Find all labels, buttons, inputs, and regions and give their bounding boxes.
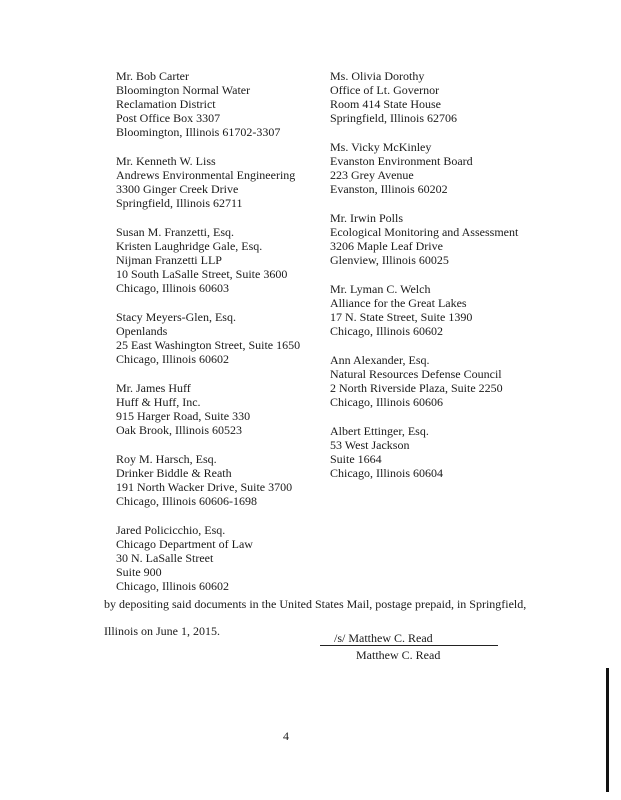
address-line: 2 North Riverside Plaza, Suite 2250 — [330, 381, 503, 395]
address-line: Kristen Laughridge Gale, Esq. — [116, 239, 263, 253]
address-line: 915 Harger Road, Suite 330 — [116, 409, 251, 423]
address-line: Albert Ettinger, Esq. — [330, 424, 429, 438]
scan-edge-mark — [606, 668, 609, 792]
address-line: Andrews Environmental Engineering — [116, 168, 296, 182]
address-line: Bloomington, Illinois 61702-3307 — [116, 125, 281, 139]
address-block — [116, 154, 316, 210]
address-line: Stacy Meyers-Glen, Esq. — [116, 310, 236, 324]
address-line: Chicago Department of Law — [116, 537, 253, 551]
address-block — [116, 225, 316, 295]
address-line: Room 414 State House — [330, 97, 441, 111]
address-line: Ms. Vicky McKinley — [330, 140, 432, 154]
address-line: Ann Alexander, Esq. — [330, 353, 430, 367]
address-line: Chicago, Illinois 60603 — [116, 281, 229, 295]
address-block — [116, 452, 316, 508]
address-line: 3300 Ginger Creek Drive — [116, 182, 239, 196]
address-block — [116, 69, 316, 139]
address-line: Glenview, Illinois 60025 — [330, 253, 449, 267]
address-line: Springfield, Illinois 62711 — [116, 196, 243, 210]
address-block — [116, 523, 316, 593]
address-block — [330, 282, 560, 338]
address-line: Chicago, Illinois 60606 — [330, 395, 443, 409]
electronic-signature: /s/ Matthew C. Read — [334, 631, 433, 645]
address-line: Post Office Box 3307 — [116, 111, 221, 125]
address-line: 10 South LaSalle Street, Suite 3600 — [116, 267, 288, 281]
address-line: Bloomington Normal Water — [116, 83, 251, 97]
address-line: Suite 1664 — [330, 452, 382, 466]
address-block — [116, 310, 316, 366]
address-line: Alliance for the Great Lakes — [330, 296, 467, 310]
address-line: Chicago, Illinois 60606-1698 — [116, 494, 257, 508]
address-line: Mr. Kenneth W. Liss — [116, 154, 216, 168]
address-line: Oak Brook, Illinois 60523 — [116, 423, 242, 437]
address-line: Mr. Bob Carter — [116, 69, 189, 83]
address-line: 191 North Wacker Drive, Suite 3700 — [116, 480, 293, 494]
address-line: Springfield, Illinois 62706 — [330, 111, 457, 125]
address-line: 30 N. LaSalle Street — [116, 551, 214, 565]
address-line: Chicago, Illinois 60602 — [116, 352, 229, 366]
address-block — [330, 424, 560, 480]
address-line: Susan M. Franzetti, Esq. — [116, 225, 234, 239]
address-block — [330, 353, 560, 409]
address-line: Chicago, Illinois 60602 — [116, 579, 229, 593]
closing-line-2: Illinois on June 1, 2015. — [104, 624, 220, 638]
address-line: 25 East Washington Street, Suite 1650 — [116, 338, 301, 352]
address-line: Natural Resources Defense Council — [330, 367, 502, 381]
address-line: 53 West Jackson — [330, 438, 410, 452]
address-line: Ms. Olivia Dorothy — [330, 69, 425, 83]
address-line: Suite 900 — [116, 565, 162, 579]
address-line: Huff & Huff, Inc. — [116, 395, 201, 409]
address-line: Mr. Lyman C. Welch — [330, 282, 431, 296]
right-address-column — [330, 69, 560, 495]
address-block — [116, 381, 316, 437]
address-line: 223 Grey Avenue — [330, 168, 414, 182]
address-block — [330, 140, 560, 196]
address-line: Openlands — [116, 324, 168, 338]
closing-line-1: by depositing said documents in the United States Mail, postage prepaid, in Springfield, — [104, 597, 527, 611]
address-line: Nijman Franzetti LLP — [116, 253, 222, 267]
address-line: Evanston Environment Board — [330, 154, 473, 168]
address-line: Chicago, Illinois 60602 — [330, 324, 443, 338]
address-block — [330, 211, 560, 267]
signature-line — [320, 645, 498, 646]
address-line: Office of Lt. Governor — [330, 83, 440, 97]
address-line: Jared Policicchio, Esq. — [116, 523, 226, 537]
address-line: Reclamation District — [116, 97, 216, 111]
address-line: Drinker Biddle & Reath — [116, 466, 232, 480]
address-line: Ecological Monitoring and Assessment — [330, 225, 519, 239]
address-line: Evanston, Illinois 60202 — [330, 182, 448, 196]
address-line: Mr. James Huff — [116, 381, 191, 395]
address-line: 17 N. State Street, Suite 1390 — [330, 310, 473, 324]
address-block — [330, 69, 560, 125]
address-line: Chicago, Illinois 60604 — [330, 466, 443, 480]
address-line: Mr. Irwin Polls — [330, 211, 404, 225]
left-address-column — [116, 69, 316, 608]
page-number: 4 — [283, 729, 289, 743]
address-line: Roy M. Harsch, Esq. — [116, 452, 217, 466]
address-line: 3206 Maple Leaf Drive — [330, 239, 443, 253]
signer-name: Matthew C. Read — [356, 648, 441, 662]
